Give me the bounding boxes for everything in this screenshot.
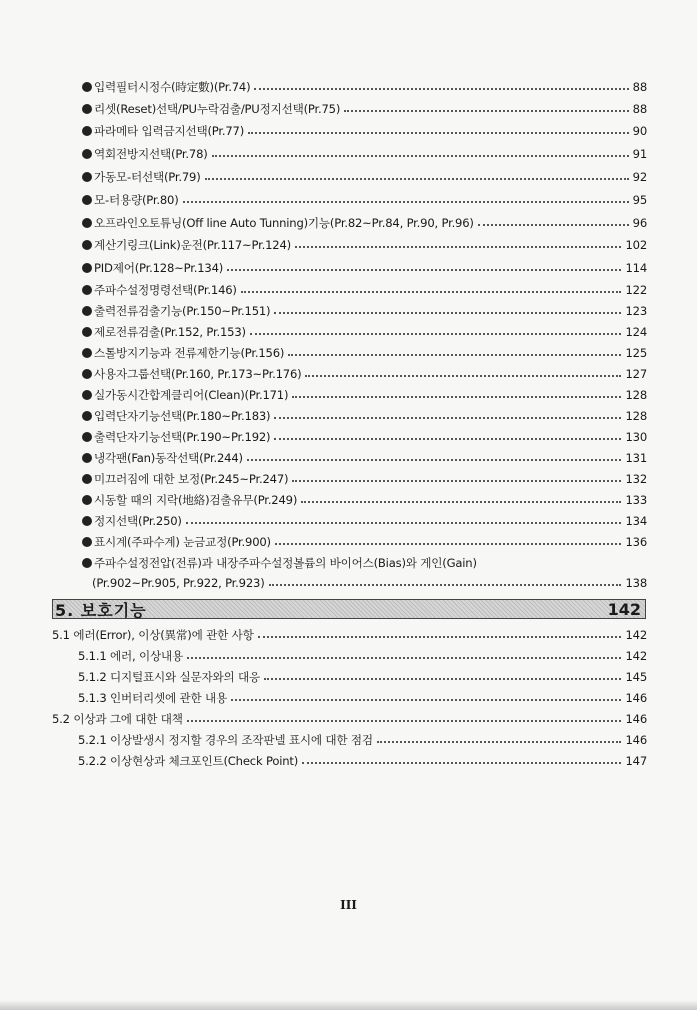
bullet-icon	[82, 104, 92, 114]
toc-subsection	[78, 646, 647, 666]
bullet-icon	[82, 285, 92, 295]
bullet-icon	[82, 453, 92, 463]
toc-entry-title: 입력단자기능선택(Pr.180~Pr.183)	[94, 409, 271, 423]
toc-entry-title: 오프라인오토튜닝(Off line Auto Tunning)기능(Pr.82~Pr.84, Pr.90, Pr.96)	[94, 216, 474, 230]
toc-entry	[82, 258, 647, 278]
toc-entry-title: 시동할 때의 지락(地絡)검출유무(Pr.249)	[94, 493, 298, 507]
toc-entry	[82, 280, 647, 300]
bullet-icon	[82, 390, 92, 400]
toc-entry	[82, 77, 647, 97]
toc-entry-page: 122	[625, 283, 647, 297]
toc-entry-title: 정지선택(Pr.250)	[94, 514, 182, 528]
toc-entry-page: 132	[625, 472, 647, 486]
toc-subsection	[78, 688, 647, 708]
dot-leader	[292, 395, 621, 398]
toc-entry	[82, 213, 647, 233]
toc-entry	[82, 427, 647, 447]
toc-entry-title: 미끄러짐에 대한 보정(Pr.245~Pr.247)	[94, 472, 289, 486]
dot-leader	[274, 311, 621, 314]
toc-entry-title: 역회전방지선택(Pr.78)	[94, 147, 208, 161]
toc-entry-title: 출력전류검출기능(Pr.150~Pr.151)	[94, 304, 271, 318]
toc-entry-page: 124	[625, 325, 647, 339]
dot-leader	[302, 761, 621, 764]
toc-subsection-title: 5.1.2 디지털표시와 실문자와의 대응	[78, 670, 260, 684]
bullet-icon	[82, 495, 92, 505]
bullet-icon	[82, 369, 92, 379]
toc-entry-multiline-line2	[92, 573, 647, 593]
bullet-icon	[82, 327, 92, 337]
toc-entry-page: 138	[625, 576, 647, 590]
toc-entry-title-continuation: (Pr.902~Pr.905, Pr.922, Pr.923)	[92, 576, 265, 590]
toc-entry-title: 입력필터시정수(時定數)(Pr.74)	[94, 80, 251, 94]
toc-section	[52, 625, 647, 645]
toc-entry-page: 133	[625, 493, 647, 507]
toc-section-title: 5.2 이상과 그에 대한 대책	[52, 712, 183, 726]
toc-entry-page: 123	[625, 304, 647, 318]
dot-leader	[254, 87, 628, 90]
toc-entry-page: 95	[632, 193, 647, 207]
toc-entry-page: 88	[632, 80, 647, 94]
toc-subsection	[78, 730, 647, 750]
dot-leader	[274, 416, 621, 419]
bullet-icon	[82, 558, 92, 568]
toc-subsection-title: 5.1.1 에러, 이상내용	[78, 649, 183, 663]
toc-entry-title: 파라메타 입력금지선택(Pr.77)	[94, 124, 245, 138]
dot-leader	[187, 656, 622, 659]
bullet-icon	[82, 474, 92, 484]
toc-entry-title: 실가동시간합계클리어(Clean)(Pr.171)	[94, 388, 289, 402]
dot-leader	[377, 740, 622, 743]
dot-leader	[264, 677, 622, 680]
toc-entry-page: 127	[625, 367, 647, 381]
toc-entry-title: 가동모-터선택(Pr.79)	[94, 170, 201, 184]
page-bottom-edge	[0, 1000, 697, 1010]
toc-entry-page: 125	[625, 346, 647, 360]
toc-entry-title: PID제어(Pr.128~Pr.134)	[94, 261, 224, 275]
bullet-icon	[82, 240, 92, 250]
toc-section-title: 5.1 에러(Error), 이상(異常)에 관한 사항	[52, 628, 254, 642]
toc-subsection-page: 146	[625, 691, 647, 705]
bullet-icon	[82, 411, 92, 421]
page-folio: III	[340, 898, 357, 912]
dot-leader	[288, 353, 621, 356]
toc-entry-page: 92	[632, 170, 647, 184]
toc-entry-page: 128	[625, 388, 647, 402]
toc-entry-page: 130	[625, 430, 647, 444]
dot-leader	[295, 245, 622, 248]
toc-entry-title: 제로전류검출(Pr.152, Pr.153)	[94, 325, 246, 339]
toc-subsection-page: 145	[625, 670, 647, 684]
toc-entry	[82, 167, 647, 187]
dot-leader	[275, 542, 622, 545]
toc-entry	[82, 511, 647, 531]
dot-leader	[212, 154, 629, 157]
dot-leader	[205, 177, 629, 180]
dot-leader	[241, 290, 622, 293]
toc-subsection	[78, 667, 647, 687]
toc-entry	[82, 385, 647, 405]
toc-entry	[82, 364, 647, 384]
toc-entry-title: 사용자그룹선택(Pr.160, Pr.173~Pr.176)	[94, 367, 302, 381]
bullet-icon	[82, 537, 92, 547]
dot-leader	[227, 268, 621, 271]
toc-entry-page: 90	[632, 124, 647, 138]
toc-entry	[82, 99, 647, 119]
toc-entry	[82, 144, 647, 164]
toc-entry	[82, 469, 647, 489]
toc-entry-multiline-line1	[82, 553, 647, 573]
toc-entry	[82, 448, 647, 468]
bullet-icon	[82, 172, 92, 182]
dot-leader	[187, 719, 622, 722]
toc-entry-page: 91	[632, 147, 647, 161]
dot-leader	[301, 500, 621, 503]
dot-leader	[269, 583, 622, 586]
toc-entry-page: 128	[625, 409, 647, 423]
toc-entry	[82, 532, 647, 552]
toc-entry	[82, 343, 647, 363]
dot-leader	[258, 635, 622, 638]
bullet-icon	[82, 195, 92, 205]
toc-subsection-title: 5.2.2 이상현상과 체크포인트(Check Point)	[78, 754, 299, 768]
toc-entry	[82, 190, 647, 210]
toc-entry	[82, 406, 647, 426]
toc-subsection-title: 5.2.1 이상발생시 정지할 경우의 조작판넬 표시에 대한 점검	[78, 733, 373, 747]
toc-entry-page: 96	[632, 216, 647, 230]
toc-entry-title: 표시계(주파수계) 눈금교정(Pr.900)	[94, 535, 271, 549]
toc-subsection-title: 5.1.3 인버터리셋에 관한 내용	[78, 691, 227, 705]
dot-leader	[247, 458, 622, 461]
dot-leader	[274, 437, 621, 440]
toc-section-page: 142	[625, 628, 647, 642]
bullet-icon	[82, 218, 92, 228]
toc-subsection-page: 146	[625, 733, 647, 747]
chapter-heading	[52, 599, 646, 619]
dot-leader	[183, 200, 629, 203]
toc-entry-page: 134	[625, 514, 647, 528]
bullet-icon	[82, 432, 92, 442]
dot-leader	[248, 131, 629, 134]
toc-subsection-page: 142	[625, 649, 647, 663]
toc-entry-title: 주파수설정명령선택(Pr.146)	[94, 283, 237, 297]
toc-entry-title: 주파수설정전압(전류)과 내장주파수설정볼륨의 바이어스(Bias)와 게인(Gain)	[94, 556, 477, 570]
toc-subsection-page: 147	[625, 754, 647, 768]
toc-section-page: 146	[625, 712, 647, 726]
dot-leader	[186, 521, 622, 524]
toc-entry-page: 131	[625, 451, 647, 465]
toc-entry	[82, 322, 647, 342]
toc-entry	[82, 121, 647, 141]
toc-entry	[82, 490, 647, 510]
toc-entry-title: 스톨방지기능과 전류제한기능(Pr.156)	[94, 346, 285, 360]
toc-entry	[82, 235, 647, 255]
toc-entry-page: 88	[632, 102, 647, 116]
toc-entry-page: 136	[625, 535, 647, 549]
bullet-icon	[82, 82, 92, 92]
bullet-icon	[82, 348, 92, 358]
chapter-title: 5. 보호기능	[55, 600, 147, 620]
bullet-icon	[82, 516, 92, 526]
toc-entry-page: 102	[625, 238, 647, 252]
dot-leader	[292, 479, 621, 482]
dot-leader	[305, 374, 621, 377]
bullet-icon	[82, 126, 92, 136]
toc-entry-title: 리셋(Reset)선택/PU누락검출/PU정지선택(Pr.75)	[94, 102, 341, 116]
toc-subsection	[78, 751, 647, 771]
bullet-icon	[82, 306, 92, 316]
dot-leader	[231, 698, 622, 701]
chapter-page: 142	[607, 599, 641, 619]
toc-entry-page: 114	[625, 261, 647, 275]
dot-leader	[344, 109, 628, 112]
toc-entry	[82, 301, 647, 321]
toc-entry-title: 모-터용량(Pr.80)	[94, 193, 179, 207]
toc-section	[52, 709, 647, 729]
toc-entry-title: 출력단자기능선택(Pr.190~Pr.192)	[94, 430, 271, 444]
dot-leader	[250, 332, 622, 335]
bullet-icon	[82, 263, 92, 273]
dot-leader	[478, 223, 629, 226]
toc-entry-title: 계산기링크(Link)운전(Pr.117~Pr.124)	[94, 238, 291, 252]
bullet-icon	[82, 149, 92, 159]
toc-entry-title: 냉각팬(Fan)동작선택(Pr.244)	[94, 451, 243, 465]
